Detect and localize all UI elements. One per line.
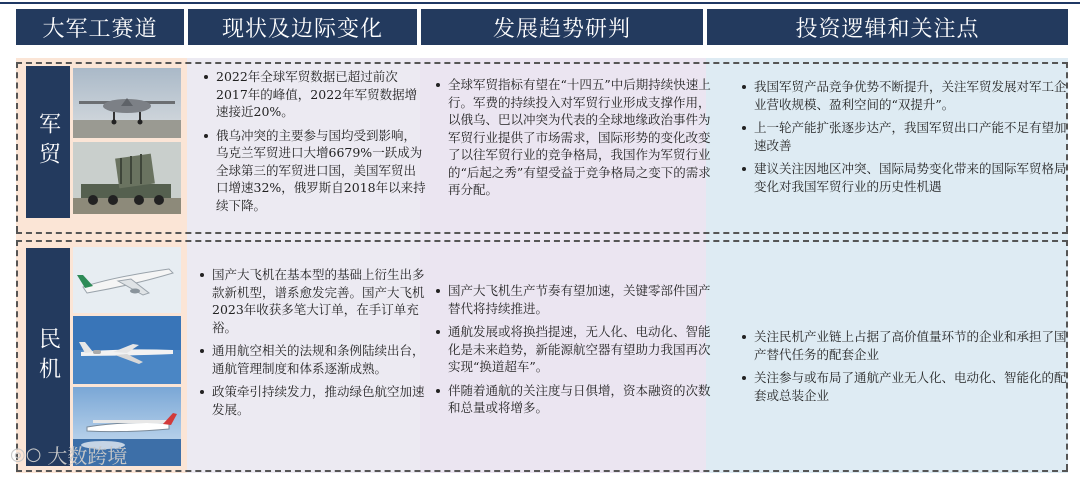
watermark xyxy=(10,440,127,469)
section-divider-middle xyxy=(16,232,1068,234)
list-item: 国产大飞机在基本型的基础上衍生出多款新机型，谱系愈发完善。国产大飞机2023年收获多笔大订单，在手订单充裕。 xyxy=(212,266,428,336)
list-item: 通航发展或将换挡提速，无人化、电动化、智能化是未来趋势，新能源航空器有望助力我国再次实现“换道超车”。 xyxy=(448,323,714,376)
list-item: 国产大飞机生产节奏有望加速，关键零部件国产替代将持续推进。 xyxy=(448,282,714,317)
civil-invest-list xyxy=(740,328,1072,410)
list-item: 上一轮产能扩张逐步达产，我国军贸出口产能不足有望加速改善 xyxy=(754,119,1072,154)
header-status: 现状及边际变化 xyxy=(188,9,417,45)
section-divider-middle-2 xyxy=(16,240,1068,242)
column-divider-left xyxy=(16,62,18,232)
list-item: 2022年全球军贸数据已超过前次2017年的峰值，2022年军贸数据增速接近20%。 xyxy=(216,68,428,121)
header-segment: 大军工赛道 xyxy=(16,9,184,45)
top-rule xyxy=(0,2,1080,4)
list-item: 俄乌冲突的主要参与国均受到影响，乌克兰军贸进口大增6679%一跃成为全球第三的军贸进口国，美国军贸出口增速32%，俄罗斯自2018年以来持续下降。 xyxy=(216,127,428,215)
military-invest-list xyxy=(740,78,1072,201)
arj21-jet-photo xyxy=(73,316,181,384)
section-label-military-trade: 军贸 xyxy=(26,66,70,218)
list-item: 我国军贸产品竞争优势不断提升，关注军贸发展对军工企业营收规模、盈利空间的“双提升”。 xyxy=(754,78,1072,113)
military-drone-photo xyxy=(73,68,181,138)
list-item: 伴随着通航的关注度与日俱增，资本融资的次数和总量或将增多。 xyxy=(448,382,714,417)
header-invest: 投资逻辑和关注点 xyxy=(707,9,1068,45)
watermark-text: 大数跨境 xyxy=(47,444,128,468)
military-trend-list xyxy=(434,76,714,205)
list-item: 关注民机产业链上占据了高价值量环节的企业和承担了国产替代任务的配套企业 xyxy=(754,328,1072,363)
list-item: 全球军贸指标有望在“十四五”中后期持续快速上行。军费的持续投入对军贸行业形成支撑作用，以俄乌、巴以冲突为代表的全球地缘政治事件为军贸行业提供了市场需求，国际形势的变化改变了以往军贸行业的竞争格局，我国作为军贸行业的“后起之秀”有望受益于竞争格局之变下的需求再分配。 xyxy=(448,76,714,199)
header-trend: 发展趋势研判 xyxy=(421,9,703,45)
watermark-logo-icon: ◎○ xyxy=(10,444,42,465)
c919-airliner-photo xyxy=(73,247,181,313)
list-item: 政策牵引持续发力，推动绿色航空加速发展。 xyxy=(212,383,428,418)
list-item: 关注参与或布局了通航产业无人化、电动化、智能化的配套或总装企业 xyxy=(754,369,1072,404)
section-divider-bottom xyxy=(16,470,1068,472)
military-status-list xyxy=(202,68,428,220)
column-divider-left xyxy=(16,240,18,470)
missile-launcher-photo xyxy=(73,142,181,214)
list-item: 建议关注因地区冲突、国际局势变化带来的国际军贸格局变化对我国军贸行业的历史性机遇 xyxy=(754,160,1072,195)
section-label-civil-aircraft: 民机 xyxy=(26,248,70,466)
civil-trend-list xyxy=(434,282,714,423)
civil-status-list xyxy=(198,266,428,424)
list-item: 通用航空相关的法规和条例陆续出台，通航管理制度和体系逐渐成熟。 xyxy=(212,342,428,377)
section-divider-top xyxy=(16,62,1068,64)
